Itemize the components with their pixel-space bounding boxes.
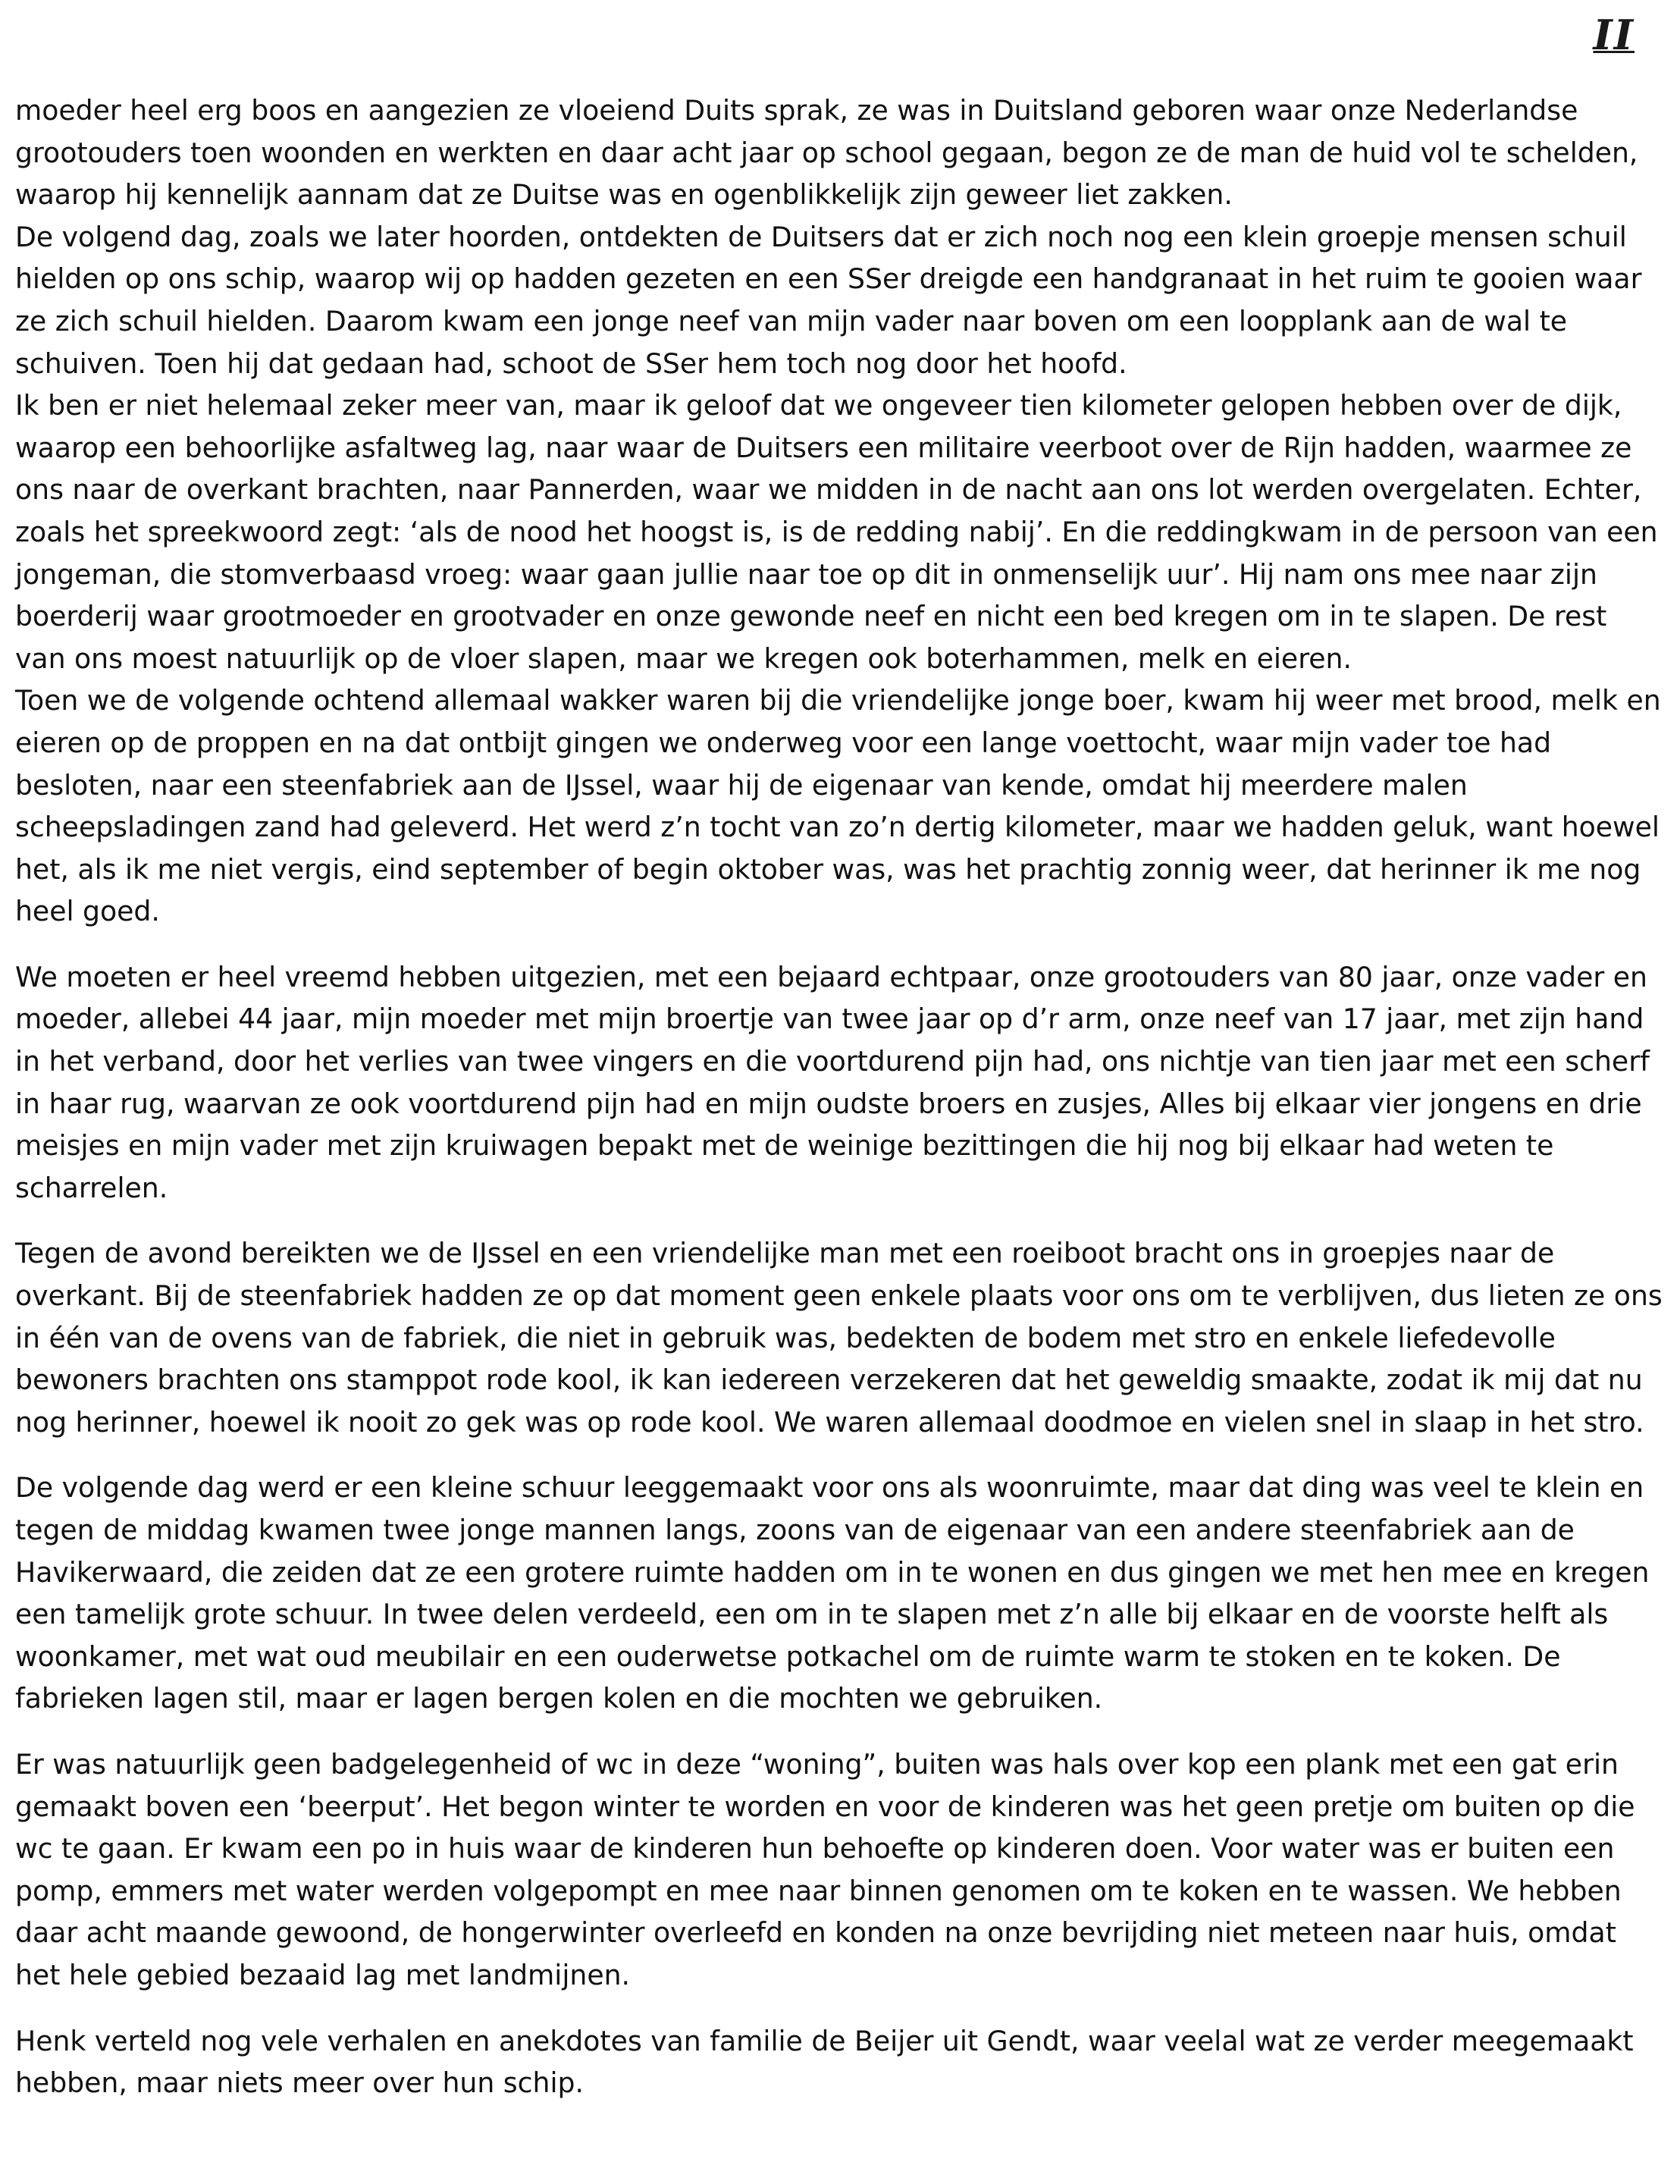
paragraph-1: moeder heel erg boos en aangezien ze vloeiend Duits sprak, ze was in Duitsland geboren waar onze Nederlandse grootouders toen woonden en werkten en daar acht jaar op school gegaan, begon ze de man de huid vol te schelden, waarop hij kennelijk aannam dat ze Duitse was en ogenblikkelijk zijn geweer liet zakken. (15, 94, 1638, 212)
paragraph-8: Er was natuurlijk geen badgelegenheid of wc in deze “woning”, buiten was hals over kop een plank met een gat erin gemaakt boven een ‘beerput’. Het begon winter te worden en voor de kinderen was het geen pretje om buiten op die wc te gaan. Er kwam een po in huis waar de kinderen hun behoefte op kinderen doen. Voor water was er buiten een pomp, emmers met water werden volgepompt en mee naar binnen genomen om te koken en te wassen. We hebben daar acht maande gewoond, de hongerwinter overleefd en konden na onze bevrijding niet meteen naar huis, omdat het hele gebied bezaaid lag met landmijnen. (15, 1747, 1635, 1991)
paragraph-5: We moeten er heel vreemd hebben uitgezien, met een bejaard echtpaar, onze grootouders van 80 jaar, onze vader en moeder, allebei 44 jaar, mijn moeder met mijn broertje van twee jaar op d’r arm, onze neef van 17 jaar, met zijn hand in het verband, door het verlies van twee vingers en die voortdurend pijn had, ons nichtje van tien jaar met een scherf in haar rug, waarvan ze ook voortdurend pijn had en mijn oudste broers en zusjes, Alles bij elkaar vier jongens en drie meisjes en mijn vader met zijn kruiwagen bepakt met de weinige bezittingen die hij nog bij elkaar had weten te scharrelen. (15, 960, 1650, 1204)
document-body (15, 89, 1665, 2104)
paragraph-2: De volgend dag, zoals we later hoorden, ontdekten de Duitsers dat er zich noch nog een klein groepje mensen schuil hielden op ons schip, waarop wij op hadden gezeten en een SSer dreigde een handgranaat in het ruim te gooien waar ze zich schuil hielden. Daarom kwam een jonge neef van mijn vader naar boven om een loopplank aan de wal te schuiven. Toen hij dat gedaan had, schoot de SSer hem toch nog door het hoofd. (15, 220, 1642, 380)
paragraph-9: Henk verteld nog vele verhalen en anekdotes van familie de Beijer uit Gendt, waar veelal wat ze verder meegemaakt hebben, maar niets meer over hun schip. (15, 2024, 1634, 2100)
paragraph-6: Tegen de avond bereikten we de IJssel en een vriendelijke man met een roeiboot bracht ons in groepjes naar de overkant. Bij de steenfabriek hadden ze op dat moment geen enkele plaats voor ons om te verblijven, dus lieten ze ons in één van de ovens van de fabriek, die niet in gebruik was, bedekten de bodem met stro en enkele liefedevolle bewoners brachten ons stamppot rode kool, ik kan iedereen verzekeren dat het geweldig smaakte, zodat ik mij dat nu nog herinner, hoewel ik nooit zo gek was op rode kool. We waren allemaal doodmoe en vielen snel in slaap in het stro. (15, 1237, 1663, 1439)
paragraph-4: Toen we de volgende ochtend allemaal wakker waren bij die vriendelijke jonge boer, kwam hij weer met brood, melk en eieren op de proppen en na dat ontbijt gingen we onderweg voor een lange voettocht, waar mijn vader toe had besloten, naar een steenfabriek aan de IJssel, waar hij de eigenaar van kende, omdat hij meerdere malen scheepsladingen zand had geleverd. Het werd z’n tocht van zo’n dertig kilometer, maar we hadden geluk, want hoewel het, als ik me niet vergis, eind september of begin oktober was, was het prachtig zonnig weer, dat herinner ik me nog heel goed. (15, 684, 1661, 928)
paragraph-7: De volgende dag werd er een kleine schuur leeggemaakt voor ons als woonruimte, maar dat ding was veel te klein en tegen de middag kwamen twee jonge mannen langs, zoons van de eigenaar van een andere steenfabriek aan de Havikerwaard, die zeiden dat ze een grotere ruimte hadden om in te wonen en dus gingen we met hen mee en kregen een tamelijk grote schuur. In twee delen verdeeld, een om in te slapen met z’n alle bij elkaar en de voorste helft als woonkamer, met wat oud meubilair en een ouderwetse potkachel om de ruimte warm te stoken en te koken. De fabrieken lagen stil, maar er lagen bergen kolen en die mochten we gebruiken. (15, 1471, 1650, 1715)
paragraph-3: Ik ben er niet helemaal zeker meer van, maar ik geloof dat we ongeveer tien kilometer gelopen hebben over de dijk, waarop een behoorlijke asfaltweg lag, naar waar de Duitsers een militaire veerboot over de Rijn hadden, waarmee ze ons naar de overkant brachten, naar Pannerden, waar we midden in de nacht aan ons lot werden overgelaten. Echter, zoals het spreekwoord zegt: ‘als de nood het hoogst is, is de redding nabij’. En die reddingkwam in de persoon van een jongeman, die stomverbaasd vroeg: waar gaan jullie naar toe op dit in onmenselijk uur’. Hij nam ons mee naar zijn boerderij waar grootmoeder en grootvader en onze gewonde neef en nicht een bed kregen om in te slapen. De rest van ons moest natuurlijk op de vloer slapen, maar we kregen ook boterhammen, melk en eieren. (15, 389, 1658, 675)
page-number: II (1593, 11, 1635, 59)
